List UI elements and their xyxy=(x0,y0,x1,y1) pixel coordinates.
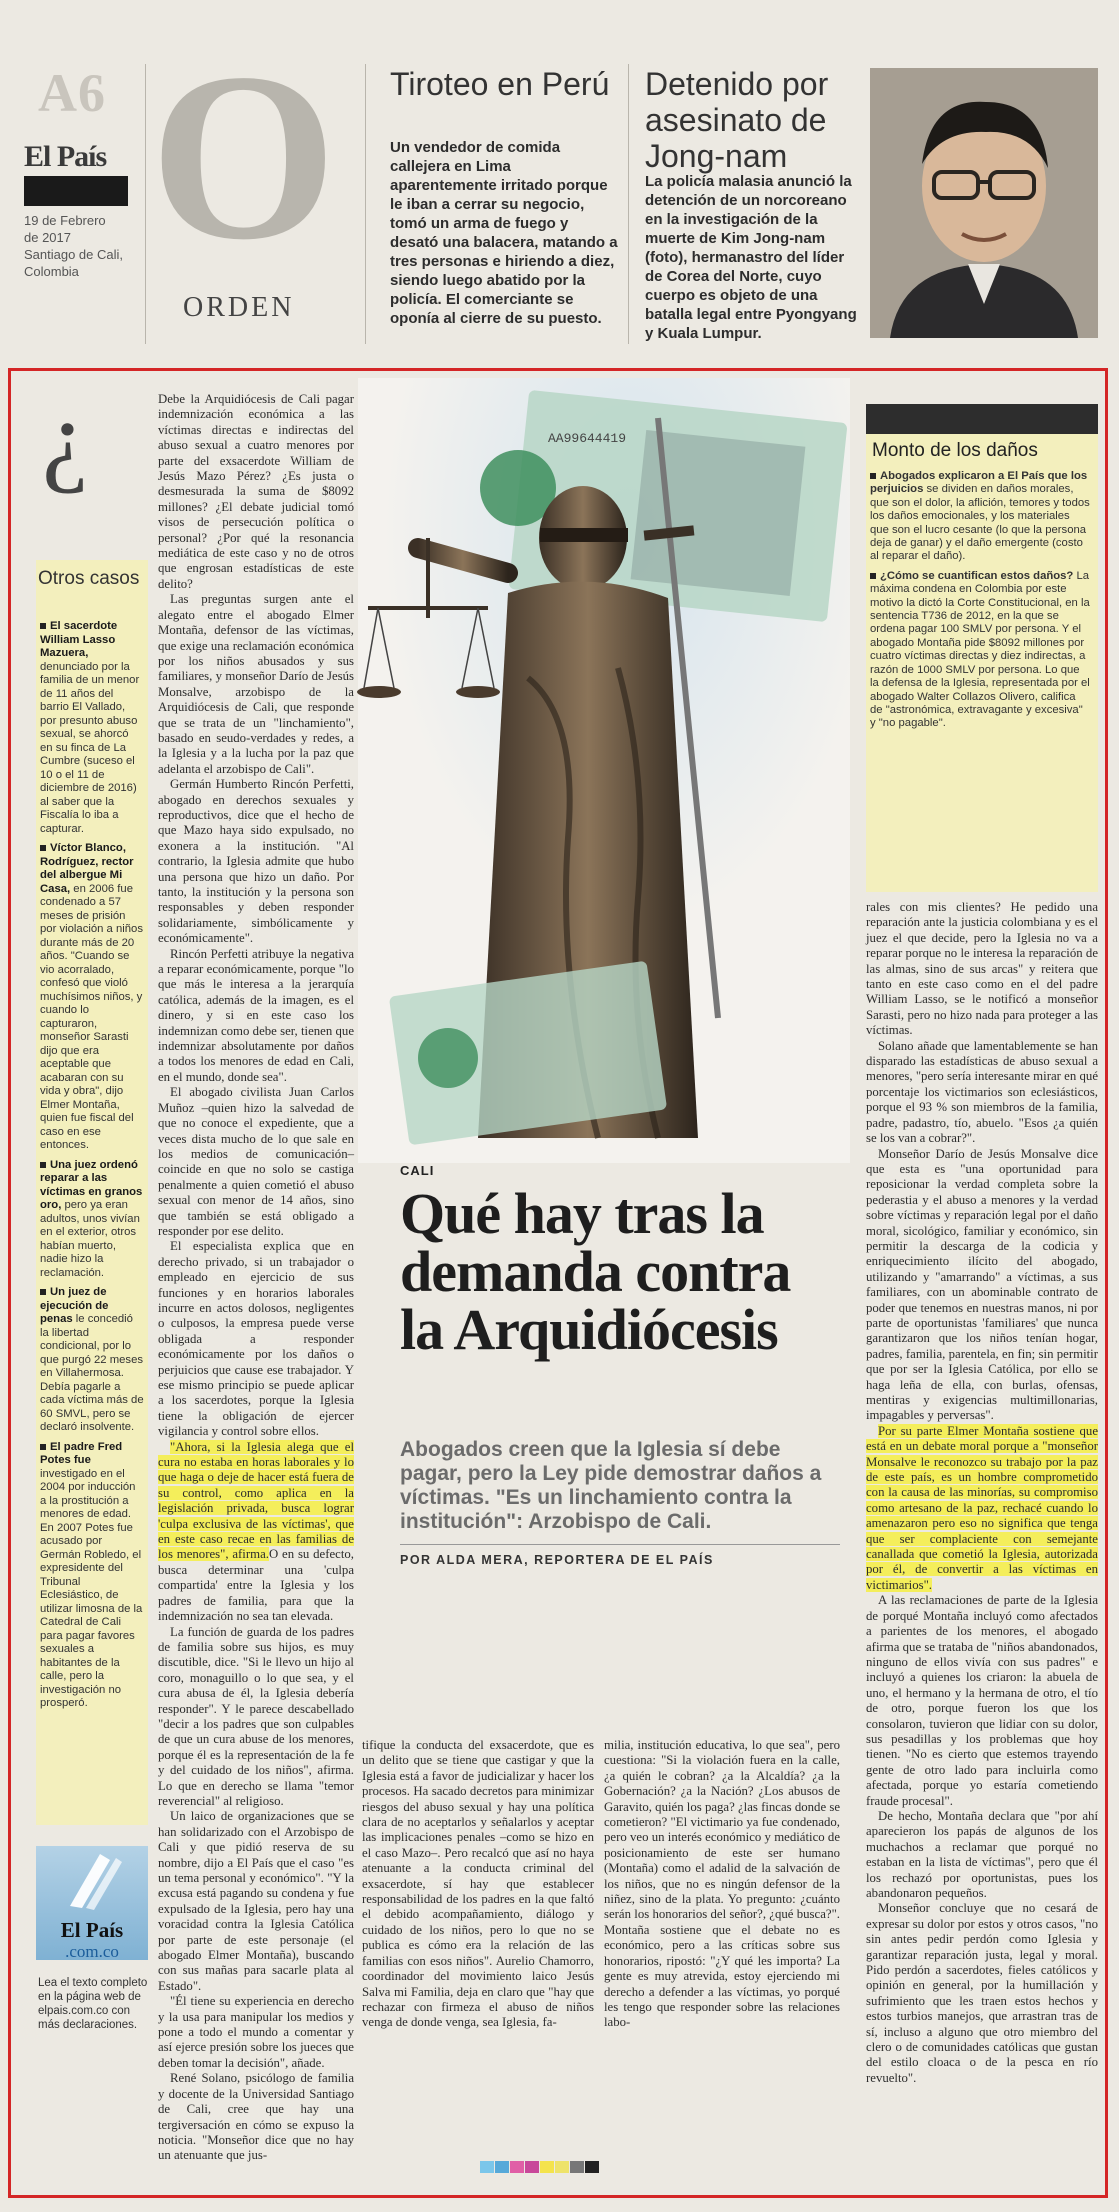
article-column xyxy=(604,1738,840,2030)
bullet-icon xyxy=(40,623,46,629)
color-swatch xyxy=(555,2161,569,2173)
color-swatch xyxy=(495,2161,509,2173)
paragraph: Rincón Perfetti atribuye la negativa a reparar económicamente, porque "lo que más le interesa a la jerarquía católica, además de la imagen, es el dinero, y si en este caso los indemnizan como debe ser, tienen que indemnizar absolutamente por daños a todos los menores de edad en Cali, en el mundo, donde sea". xyxy=(158,946,354,1084)
paragraph: "Él tiene su experiencia en derecho y la usa para manipular los medios y pone a todo el mundo a comentar y así ejerce presión sobre los jueces que deben tomar la decisión", añade. xyxy=(158,1994,354,2070)
section-letter: O xyxy=(150,23,337,289)
print-color-bar xyxy=(480,2160,600,2172)
main-deck: Abogados creen que la Iglesia sí debe pagar, pero la Ley pide demostrar daños a víctimas. "Es un linchamiento contra la institución": Arzobispo de Cali. xyxy=(400,1438,822,1533)
date-line: 19 de Febrero xyxy=(24,213,106,228)
item-text: le concedió la libertad condicional, por lo que purgó 22 meses en Villahermosa. Debía pagarle a cada víctima más de 60 SMVL, pero se declaró insolvente. xyxy=(40,1313,144,1433)
damages-list xyxy=(870,470,1090,737)
bullet-icon xyxy=(40,1444,46,1450)
paragraph: tifique la conducta del exsacerdote, que es un delito que se tiene que castigar y que la Iglesia está a favor de judicializar y hacer los procesos. Ha sacado decretos para minimizar riesgos del abuso sexual y hay una política clara de no aceptarlos y señalarlos y aceptar las implicaciones penales –como se hizo en el caso Mazo–. Pero recalcó que así no haya atenuante a la conducta criminal del exsacerdote, sí hay que establecer responsabilidad de los padres en la que faltó el debido acompañamiento, diálogo y cuidado de los niños, pero lo que no se publica es cómo era la relación de las familias con esos niños". Aurelio Chamorro, coordinador del movimiento laico Jesús Salva mi Familia, deja en claro que "hay que rechazar con firmeza el abuso de niños venga de donde venga, sea Iglesia, fa- xyxy=(362,1738,594,2030)
article-column xyxy=(866,900,1098,2085)
color-swatch xyxy=(480,2161,494,2173)
item-lead: El sacerdote William Lasso Mazuera, xyxy=(40,620,118,659)
portrait-icon xyxy=(870,68,1098,338)
brief-deck: La policía malasia anunció la detención de un norcoreano en la investigación de la muerte de Kim Jong-nam (foto), hermanastro del líder de Corea del Norte, cuyo cuerpo es objeto de una batalla legal entre Pyongyang y Kuala Lumpur. xyxy=(645,173,857,342)
paragraph: Debe la Arquidiócesis de Cali pagar indemnización económica a las víctimas directas e indirectas del abuso sexual a cuatro menores por parte del exsacerdote William de Jesús Mazo Pérez? ¿Es justa o desmesurada la suma de $8092 millones? ¿El debate judicial tomó visos de persecución política o personal? ¿Por qué la resonancia mediática de este caso y no de otros que engrosan estadísticas de este delito? xyxy=(158,392,354,591)
bullet-icon xyxy=(870,473,876,479)
byline: POR ALDA MERA, REPORTERA DE EL PAÍS xyxy=(400,1544,840,1567)
paragraph: A las reclamaciones de parte de la Iglesia de porqué Montaña incluyó como afectados a parientes de los menores, el abogado afirma que se trataba de "niños abandonados, ninguno de ellos vivía con sus padres" e incluyó a quienes los criaron: la abuela de uno, el hermano y la hermana de otro, el tío de otro, porque fueron los que los consolaron, tuvieron que lidiar con su dolor, sus pesadillas y los problemas que hoy tienen. "No es cierto que estemos trayendo gente de otro lado para incluirla como afectada, porque yo estaría cometiendo fraude procesal". xyxy=(866,1593,1098,1808)
date-line: Santiago de Cali, xyxy=(24,247,124,262)
paragraph: De hecho, Montaña declara que "por ahí aparecieron los papás de algunos de los muchachos a reclamar que porqué no estaban en la lista de víctimas", pero que él los rechazó por oportunistas, pues los abandonaron pequeños. xyxy=(866,1808,1098,1900)
logo-mark-icon xyxy=(36,1846,148,1916)
item-lead: Abogados explicaron a El País que los perjuicios xyxy=(870,470,1088,496)
item-text: en 2006 fue condenado a 57 meses de prisión por violación a niños durante más de 20 años. "Cuando se vio acorralado, confesó que violó muchísimos niños, y cuando lo capturaron, monseñor Sarasti dijo que era aceptable que acabaran con su vida y obra", dijo Elmer Montaña, quien fue fiscal del caso en ese entonces. xyxy=(40,882,143,1151)
paragraph: milia, institución educativa, lo que sea", pero cuestiona: "Si la violación fuera en la calle, ¿a quién le cobran? ¿a la Alcaldía? ¿a la Gobernación? ¿a la Nación? ¿Los abusos de Garavito, quién los paga? ¿las fincas donde se cometieron? "El victimario ya fue condenado, pero veo un interés económico y mediático de posicionamiento de este ser humano (Montaña) como el adalid de la salvación de los niños, que no es ningún defensor de la niñez, sino de la plata. Yo pregunto: ¿cuánto serán los honorarios del señor?, ¿qué busca?". Montaña sostiene que el debate no es económico, pero a las críticas sobre sus honorarios, ripostó: "¿Y qué les importa? La gente es muy atrevida, estoy ejerciendo mi derecho a defender a las víctimas, yo porqué les tengo que responder sobre las relaciones labo- xyxy=(604,1738,840,2030)
highlighted-quote: "Ahora, si la Iglesia alega que el cura no estaba en horas laborales y lo que haga o deje de hacer está fuera de su control, como aplica en la legislación privada, busca lograr 'culpa exclusiva de las víctimas', que en este caso recae en las familias de los menores", afirma. xyxy=(158,1439,354,1562)
paragraph: Germán Humberto Rincón Perfetti, abogado en derechos sexuales y reproductivos, dice que el hecho de que Mazo haya sido expulsado, no exonera a la institución. "Al contrario, la Iglesia admite que hubo una persona que hizo un daño. Por tanto, la institución y la persona son responsables y deben responder solidariamente, simbólicamente y económicamente". xyxy=(158,777,354,946)
color-swatch xyxy=(585,2161,599,2173)
list-item xyxy=(40,1441,144,1711)
item-text: La máxima condena en Colombia por este motivo la dictó la Corte Constitucional, en la sentencia T736 de 2012, en la que se ordena pagar 100 SMLV por persona. Y el abogado Montaña pide $8092 millones por cuatro víctimas directas y diez indirectas, a razón de 1000 SMLV por persona. Lo que la defensa de la Iglesia, representada por el abogado Walter Collazos Olivero, califica de "astronómica, extravagante y excesiva" y "no pagable". xyxy=(870,569,1090,730)
page-number: A6 xyxy=(38,63,106,123)
item-lead: Víctor Blanco, Rodríguez, rector del albergue Mi Casa, xyxy=(40,842,134,895)
item-text: pero ya eran adultos, unos vivían en el exterior, otros habían muerto, nadie hizo la reclamación. xyxy=(40,1199,140,1279)
divider xyxy=(628,64,629,344)
color-swatch xyxy=(570,2161,584,2173)
paragraph-tail: O en su defecto, busca determinar una 'culpa compartida' entre la Iglesia y los padres de familia, para que la indemnización no sea tan elevada. xyxy=(158,1547,355,1624)
list-item xyxy=(870,470,1090,564)
paragraph: El abogado civilista Juan Carlos Muñoz –quien hizo la salvedad de que no conoce el expediente, que a veces dista mucho de lo que sale en los medios de comunicación– coincide en que no solo se castiga penalmente a quien cometió el abuso sexual con menor de 14 años, sino que también se está obligado a responder por ese delito. xyxy=(158,1085,354,1238)
lady-justice-icon xyxy=(358,378,850,1163)
paragraph: La función de guarda de los padres de familia sobre sus hijos, es muy discutible, dice. "Si le llevo un hijo al coro, monaguillo o lo que sea, y el cura abusa de él, la Iglesia debería responder". Y le parece descabellado "decir a los padres que son culpables de que un cura abuse de los menores, porque él es la representación de la fe y del cuidado de los niños", afirma. Lo que en derecho se llama "temor reverencial" al religioso. xyxy=(158,1624,354,1808)
item-lead: El padre Fred Potes fue xyxy=(40,1440,123,1466)
color-swatch xyxy=(525,2161,539,2173)
main-headline: Qué hay tras la demanda contra la Arquidiócesis xyxy=(400,1181,791,1362)
color-swatch xyxy=(540,2161,554,2173)
paragraph: Solano añade que lamentablemente se han disparado las estadísticas de abuso sexual a menores, "pero sería interesante mirar en qué porcentaje los victimarios son eclesiásticos, porque el 93 % son miembros de la familia, padre, padastro, tío, abuelo. "Esos ¿a quién se los van a cobrar?". xyxy=(866,1038,1098,1146)
paragraph xyxy=(158,1440,354,1625)
section-name: ORDEN xyxy=(183,292,295,323)
list-item xyxy=(40,1286,144,1435)
item-text: denunciado por la familia de un menor de 11 años del barrio El Vallado, por presunto abuso sexual, se ahorcó en su finca de La Cumbre (suceso el 10 o el 11 de diciembre de 2016) al saber que la Fiscalía lo iba a capturar. xyxy=(40,660,140,835)
brief-deck: Un vendedor de comida callejera en Lima aparentemente irritado porque le iban a cerrar su negocio, tomó un arma de fuego y desató una balacera, matando a tres personas e hiriendo a diez, siendo luego abatido por la policía. El comerciante se oponía al cierre de su puesto. xyxy=(390,139,618,327)
item-lead: Un juez de ejecución de penas xyxy=(40,1286,109,1325)
bullet-icon xyxy=(40,1289,46,1295)
portrait-photo xyxy=(870,68,1098,338)
paragraph: Monseñor Darío de Jesús Monsalve dice que esta es "una oportunidad para reposicionar la verdad completa sobre la pederastia y el abuso a menores y la verdad sobre víctimas y reparación legal por el daño moral, sicológico, familiar y económico, sin permitir la descarga de la codicia y enriquecimiento ilícito del abogado, utilizando y "amarrando" a víctimas, a sus familiares, con un abominable contrato de poder que tenemos en nuestras manos, ni por parte de oportunistas 'familiares' que nunca garantizaron que los niños tenían hogar, padres, familia, parentela, en fin; sin permitir que por ser la Iglesia Católica, por ello se haga leña de ella, con burlas, ofensas, mentiras y exigencias multimillonarias, impagables y perversas". xyxy=(866,1146,1098,1423)
list-item xyxy=(40,620,144,836)
brief-headline: Tiroteo en Perú xyxy=(390,66,610,102)
question-mark-icon: ¿ xyxy=(42,380,89,495)
paragraph xyxy=(866,1424,1098,1593)
highlighted-quote: Por su parte Elmer Montaña sostiene que está en un debate moral porque a "monseñor Monsalve le reconozco su trabajo por la paz de este país, es un hombre comprometido con la causa de las minorías, su compromiso como artesano de la paz, rechacé cuando lo amenazaron pero eso no significa que tenga que ser complaciente con semejante canallada que cometió la Iglesia, autorizada por él, de convertir a las víctimas en victimarios". xyxy=(866,1423,1098,1592)
brand-name: El País xyxy=(24,140,107,173)
article-column xyxy=(362,1738,594,2030)
list-item xyxy=(870,570,1090,731)
divider xyxy=(145,64,146,344)
brand-bar xyxy=(24,176,128,206)
section-tag: CALI xyxy=(400,1163,435,1178)
logo-name[interactable]: El País xyxy=(60,1918,124,1942)
paragraph: René Solano, psicólogo de familia y docente de la Universidad Santiago de Cali, cree que hay una tergiversación en cómo se expuso la noticia. "Monseñor dice que no hay un atenuante que jus- xyxy=(158,2071,354,2163)
list-item xyxy=(40,1159,144,1281)
dateline xyxy=(24,212,134,280)
item-lead: Una juez ordenó reparar a las víctimas en granos oro, xyxy=(40,1158,143,1211)
paragraph: Un laico de organizaciones que se han solidarizado con el Arzobispo de Cali y que pidió reserva de su nombre, dijo a El País que el caso "es un tema personal y económico". "Y la excusa está pagando su condena y fue expulsado de la Iglesia, pero hay una voracidad contra la Iglesia Católica por parte de este personaje (el abogado Elmer Montaña), buscando con sus mañas para sacarle plata al Estado". xyxy=(158,1809,354,1993)
bullet-icon xyxy=(40,1162,46,1168)
divider xyxy=(365,64,366,344)
damages-box-bar xyxy=(866,404,1098,434)
color-swatch xyxy=(510,2161,524,2173)
list-item xyxy=(40,842,144,1153)
justice-statue-illustration xyxy=(358,378,850,1163)
paragraph: Las preguntas surgen ante el alegato entre el abogado Elmer Montaña, defensor de las víctimas, que exige una reclamación económica por los niños abusados y sus familiares, y monseñor Darío de Jesús Monsalve, arzobispo de la Arquidiócesis de Cali, que responde que se trata de un "linchamiento", basado en seudo-verdades y redes, a la Iglesia y a la lucha por la paz que adelanta el arzobispo de Cali". xyxy=(158,592,354,776)
sidebar-list xyxy=(40,620,144,1717)
logo-domain[interactable]: .com.co xyxy=(65,1942,119,1961)
date-line: Colombia xyxy=(24,264,79,279)
paragraph: El especialista explica que en derecho privado, si un trabajador o empleado en ejercicio de sus funciones y en horarios laborales incurre en actos dolosos, negligentes o culposos, la empresa puede verse obligada a responder económicamente por los daños o perjuicios que cause ese trabajador. Y ese mismo principio se puede aplicar a los sacerdotes, porque la Iglesia tiene la obligación de ejercer vigilancia y control sobre ellos. xyxy=(158,1239,354,1439)
banknote-serial: AA99644419 xyxy=(548,431,627,446)
paragraph: rales con mis clientes? He pedido una reparación ante la justicia colombiana y es el juez el que decide, pero la Iglesia no va a reparar porque no le interesa la reparación de las almas, sino de sus arcas" y reitera que tanto en este caso como en el del padre William Lasso, se le notificó a monseñor Sarasti, pero no hizo nada para proteger a las víctimas. xyxy=(866,900,1098,1038)
bullet-icon xyxy=(870,573,876,579)
paragraph: Monseñor concluye que no cesará de expresar su dolor por estos y otros casos, "no sin antes pedir perdón como Iglesia y garantizar reparación justa, legal y moral. Pido perdón a sacerdotes, fieles católicos y opinión en general, por la humillación y sufrimiento que les traen estos hechos y estos turbios manejos, que arrastran tras de sí, incluso a alguno que otro miembro del clero o de comunidades católicas que gustan del estilo cloaca o de la pesca en río revuelto". xyxy=(866,1901,1098,2085)
sidebar-title: Otros casos xyxy=(38,568,140,589)
item-text: investigado en el 2004 por inducción a la prostitución a menores de edad. En 2007 Potes fue acusado por Germán Robledo, el expresidente del Tribunal Eclesiástico, de utilizar limosna de la Catedral de Cali para pagar favores sexuales a habitantes de la calle, pero la investigación no prosperó. xyxy=(40,1467,143,1709)
web-note: Lea el texto completo en la página web de elpais.com.co con más declaraciones. xyxy=(38,1977,148,2031)
article-column xyxy=(158,392,355,2163)
date-line: de 2017 xyxy=(24,230,71,245)
item-text: se dividen en daños morales, que son el dolor, la aflición, temores y todos los daños emocionales, y los materiales que son el lucro cesante (lo que la persona deja de ganar) y el daño emergente (costo al reparar el daño). xyxy=(870,483,1090,563)
damages-box-title: Monto de los daños xyxy=(872,440,1038,461)
bullet-icon xyxy=(40,845,46,851)
item-lead: ¿Cómo se cuantifican estos daños? xyxy=(880,569,1074,582)
brief-headline: Detenido por asesinato de Jong-nam xyxy=(645,66,829,174)
